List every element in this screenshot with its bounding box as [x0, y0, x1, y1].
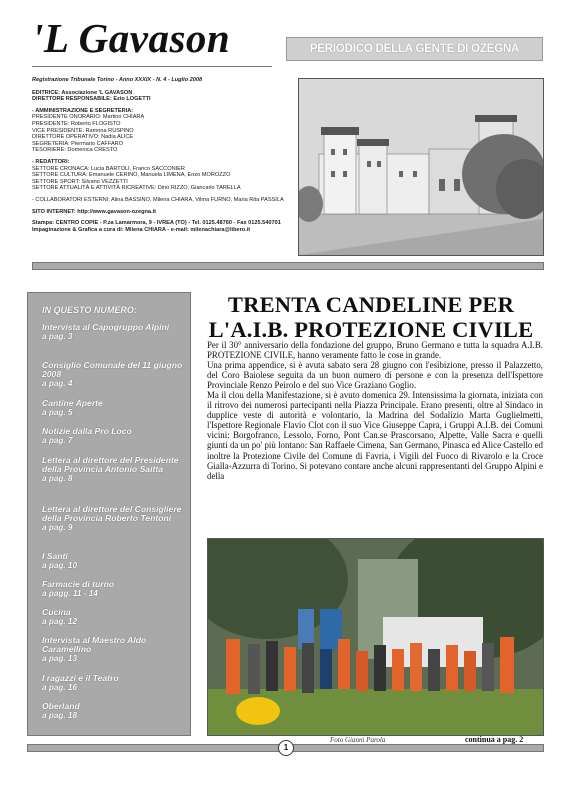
contents-item[interactable]: [42, 505, 184, 532]
contents-item-page: a pag. 5: [42, 408, 73, 417]
headline-line: TRENTA CANDELINE PER: [227, 292, 515, 317]
contents-item-page: a pag. 8: [42, 474, 73, 483]
contents-item-title: I Santi: [42, 551, 68, 561]
contents-item[interactable]: [42, 702, 184, 720]
contents-item-page: a pag. 16: [42, 683, 78, 692]
article-paragraph: Una prima appendice, si è avuta sabato sera 28 giugno con l'esibizione, presso il Palazzetto, del Coro Baiolese seguita da un buon numero di persone e con la presenza dell'Ispettore Provinciale Renzo Peirolo e del suo Vice Graziano Goglio.: [207, 360, 543, 391]
periodico-banner: PERIODICO DELLA GENTE DI OZEGNA: [286, 37, 543, 61]
contents-item-title: Cucina: [42, 607, 71, 617]
contents-item-title: Lettera al direttore del Consigliere della Provincia Roberto Tentoni: [42, 504, 182, 523]
group-photo: [207, 538, 544, 736]
contents-item[interactable]: [42, 323, 184, 341]
contents-item-page: a pag. 10: [42, 561, 78, 570]
contents-item-title: Intervista al Maestro Aldo Caramellino: [42, 635, 147, 654]
contents-item-page: a pag. 13: [42, 654, 78, 663]
staff-line: SETTORE CULTURA: Emanuele CERINO, Manuela LIMENA, Enzo MOROZZO: [32, 172, 231, 179]
contents-item-page: a pagg. 11 - 14: [42, 589, 98, 598]
contents-item-page: a pag. 7: [42, 436, 73, 445]
collaboratori-line: - COLLABORATORI ESTERNI: Alina BASSINO, Milena CHIARA, Vilma FURNO, Maria Rita PASSILA: [32, 196, 284, 203]
contents-item[interactable]: [42, 636, 184, 663]
group-photo-illustration: [208, 539, 543, 735]
contents-item-title: Consiglio Comunale del 11 giugno 2008: [42, 360, 183, 379]
website-line: SITO INTERNET: http://www.gavason-ozegna.it: [32, 208, 156, 215]
contents-title: IN QUESTO NUMERO:: [42, 305, 137, 315]
masthead-title: 'L Gavason: [32, 15, 231, 61]
contents-item[interactable]: [42, 608, 184, 626]
staff-line: PRESIDENTE: Roberto FLOGISTO: [32, 120, 121, 127]
contents-item-title: Cantine Aperte: [42, 398, 103, 408]
contents-item-title: I ragazzi e il Teatro: [42, 673, 119, 683]
section-rule: [32, 262, 544, 270]
contents-item-page: a pag. 9: [42, 523, 73, 532]
staff-line: SETTORE ATTUALITÀ E ATTIVITÀ RICREATIVE: Dino RIZZO, Giancarlo TARELLA: [32, 185, 241, 192]
contents-item-title: Intervista al Capogruppo Alpini: [42, 322, 170, 332]
staff-line: PRESIDENTE ONORARIO: Martino CHIARA: [32, 114, 145, 121]
stampa-line: Stampa: CENTRO COPIE - P.za Lamarmora, 9 - IVREA (TO) - Tel. 0125.48760 - Fax 0125.540701: [32, 220, 281, 227]
contents-item-page: a pag. 4: [42, 379, 73, 388]
editrice-line: EDITRICE: Associazione 'L GAVASON: [32, 89, 133, 96]
contents-item-title: Oberland: [42, 701, 80, 711]
contents-item[interactable]: [42, 580, 184, 598]
article-paragraph: Per il 30° anniversario della fondazione del gruppo, Bruno Germano e tutta la squadra A.I.B. PROTEZIONE CIVILE, hanno veramente fatto le cose in grande.: [207, 340, 543, 361]
contents-item-page: a pag. 3: [42, 332, 73, 341]
contents-item-title: Lettera al direttore del Presidente della Provincia Antonio Saitta: [42, 455, 179, 474]
contents-item[interactable]: [42, 361, 184, 388]
direttore-line: DIRETTORE RESPONSABILE: Ezio LOGETTI: [32, 96, 151, 103]
staff-line: VICE PRESIDENTE: Ramona RUSPINO: [32, 127, 134, 134]
publication-info: [32, 77, 290, 233]
headline-line: L'A.I.B. PROTEZIONE CIVILE: [208, 317, 534, 342]
contents-item-page: a pag. 18: [42, 711, 78, 720]
contents-item-title: Notizie dalla Pro Loco: [42, 426, 132, 436]
contents-item-page: a pag. 12: [42, 617, 78, 626]
masthead-divider: [32, 66, 272, 67]
photo-caption: Foto Gianni Parola: [330, 736, 386, 744]
contents-item[interactable]: [42, 427, 184, 445]
staff-line: SETTORE SPORT: Silvano VEZZETTI: [32, 178, 128, 185]
contents-item-title: Farmacie di turno: [42, 579, 115, 589]
article-headline: [198, 292, 544, 342]
staff-line: TESORIERE: Domenica CRESTO: [32, 147, 118, 154]
redattori-heading: - REDATTORI:: [32, 158, 70, 165]
castle-photo: [298, 78, 544, 256]
contents-item[interactable]: [42, 399, 184, 417]
impaginazione-line: Impaginazione & Grafica a cura di: Milena CHIARA - e-mail: milenachiara@libero.it: [32, 226, 251, 233]
article-paragraph: Ma il clou della Manifestazione, si è avuto domenica 29. Intensissima la giornata, iniziata con il ritrovo dei numerosi partecipanti nella Piazza Principale. Erano presenti, oltre al Sindaco in dupplice veste di autorità e volontario, la Madrina del Sodalizio Marta Guglielmetti, l'Ispettore Regionale Flavio Clot con il suo Vice Giuseppe Capra, i Gruppi A.I.B. dei Comuni vicini: Borgofranco, Lessolo, Forno, Pont Can.se Prascorsano, Alpette, Valle Sacra e quelli giunti da un po' più lontano: San Raffaele Cimena, San Germano, Pinasca ed Alice Castello ed inoltre la Protezione Civile del Comune di Favria, i Vigili del Fuoco di Rivarolo e la Croce Gialla-Azzurra di Torino. Si potevano contare anche alcuni rappresentanti del Gruppo Alpini e della: [207, 390, 543, 481]
registration-line: Registrazione Tribunale Torino - Anno XXXIX - N. 4 - Luglio 2008: [32, 77, 203, 83]
staff-line: DIRETTORE OPERATIVO: Nadia ALICE: [32, 134, 134, 141]
contents-item[interactable]: [42, 674, 184, 692]
continua-link[interactable]: continua a pag. 2: [465, 735, 524, 744]
staff-line: SEGRETERIA: Piermario CAFFARO: [32, 140, 124, 147]
castle-illustration: [299, 79, 543, 255]
editor-block: [32, 90, 290, 103]
contents-item[interactable]: [42, 552, 184, 570]
page-number: 1: [278, 740, 294, 756]
contents-item[interactable]: [42, 456, 184, 483]
amministrazione-block: [32, 108, 290, 154]
redattori-block: [32, 159, 290, 192]
amministrazione-heading: - AMMINISTRAZIONE E SEGRETERIA:: [32, 107, 134, 114]
staff-line: SETTORE CRONACA: Lucia BARTOLI, Franco SACCONIER: [32, 165, 185, 172]
article-body: [207, 340, 543, 481]
